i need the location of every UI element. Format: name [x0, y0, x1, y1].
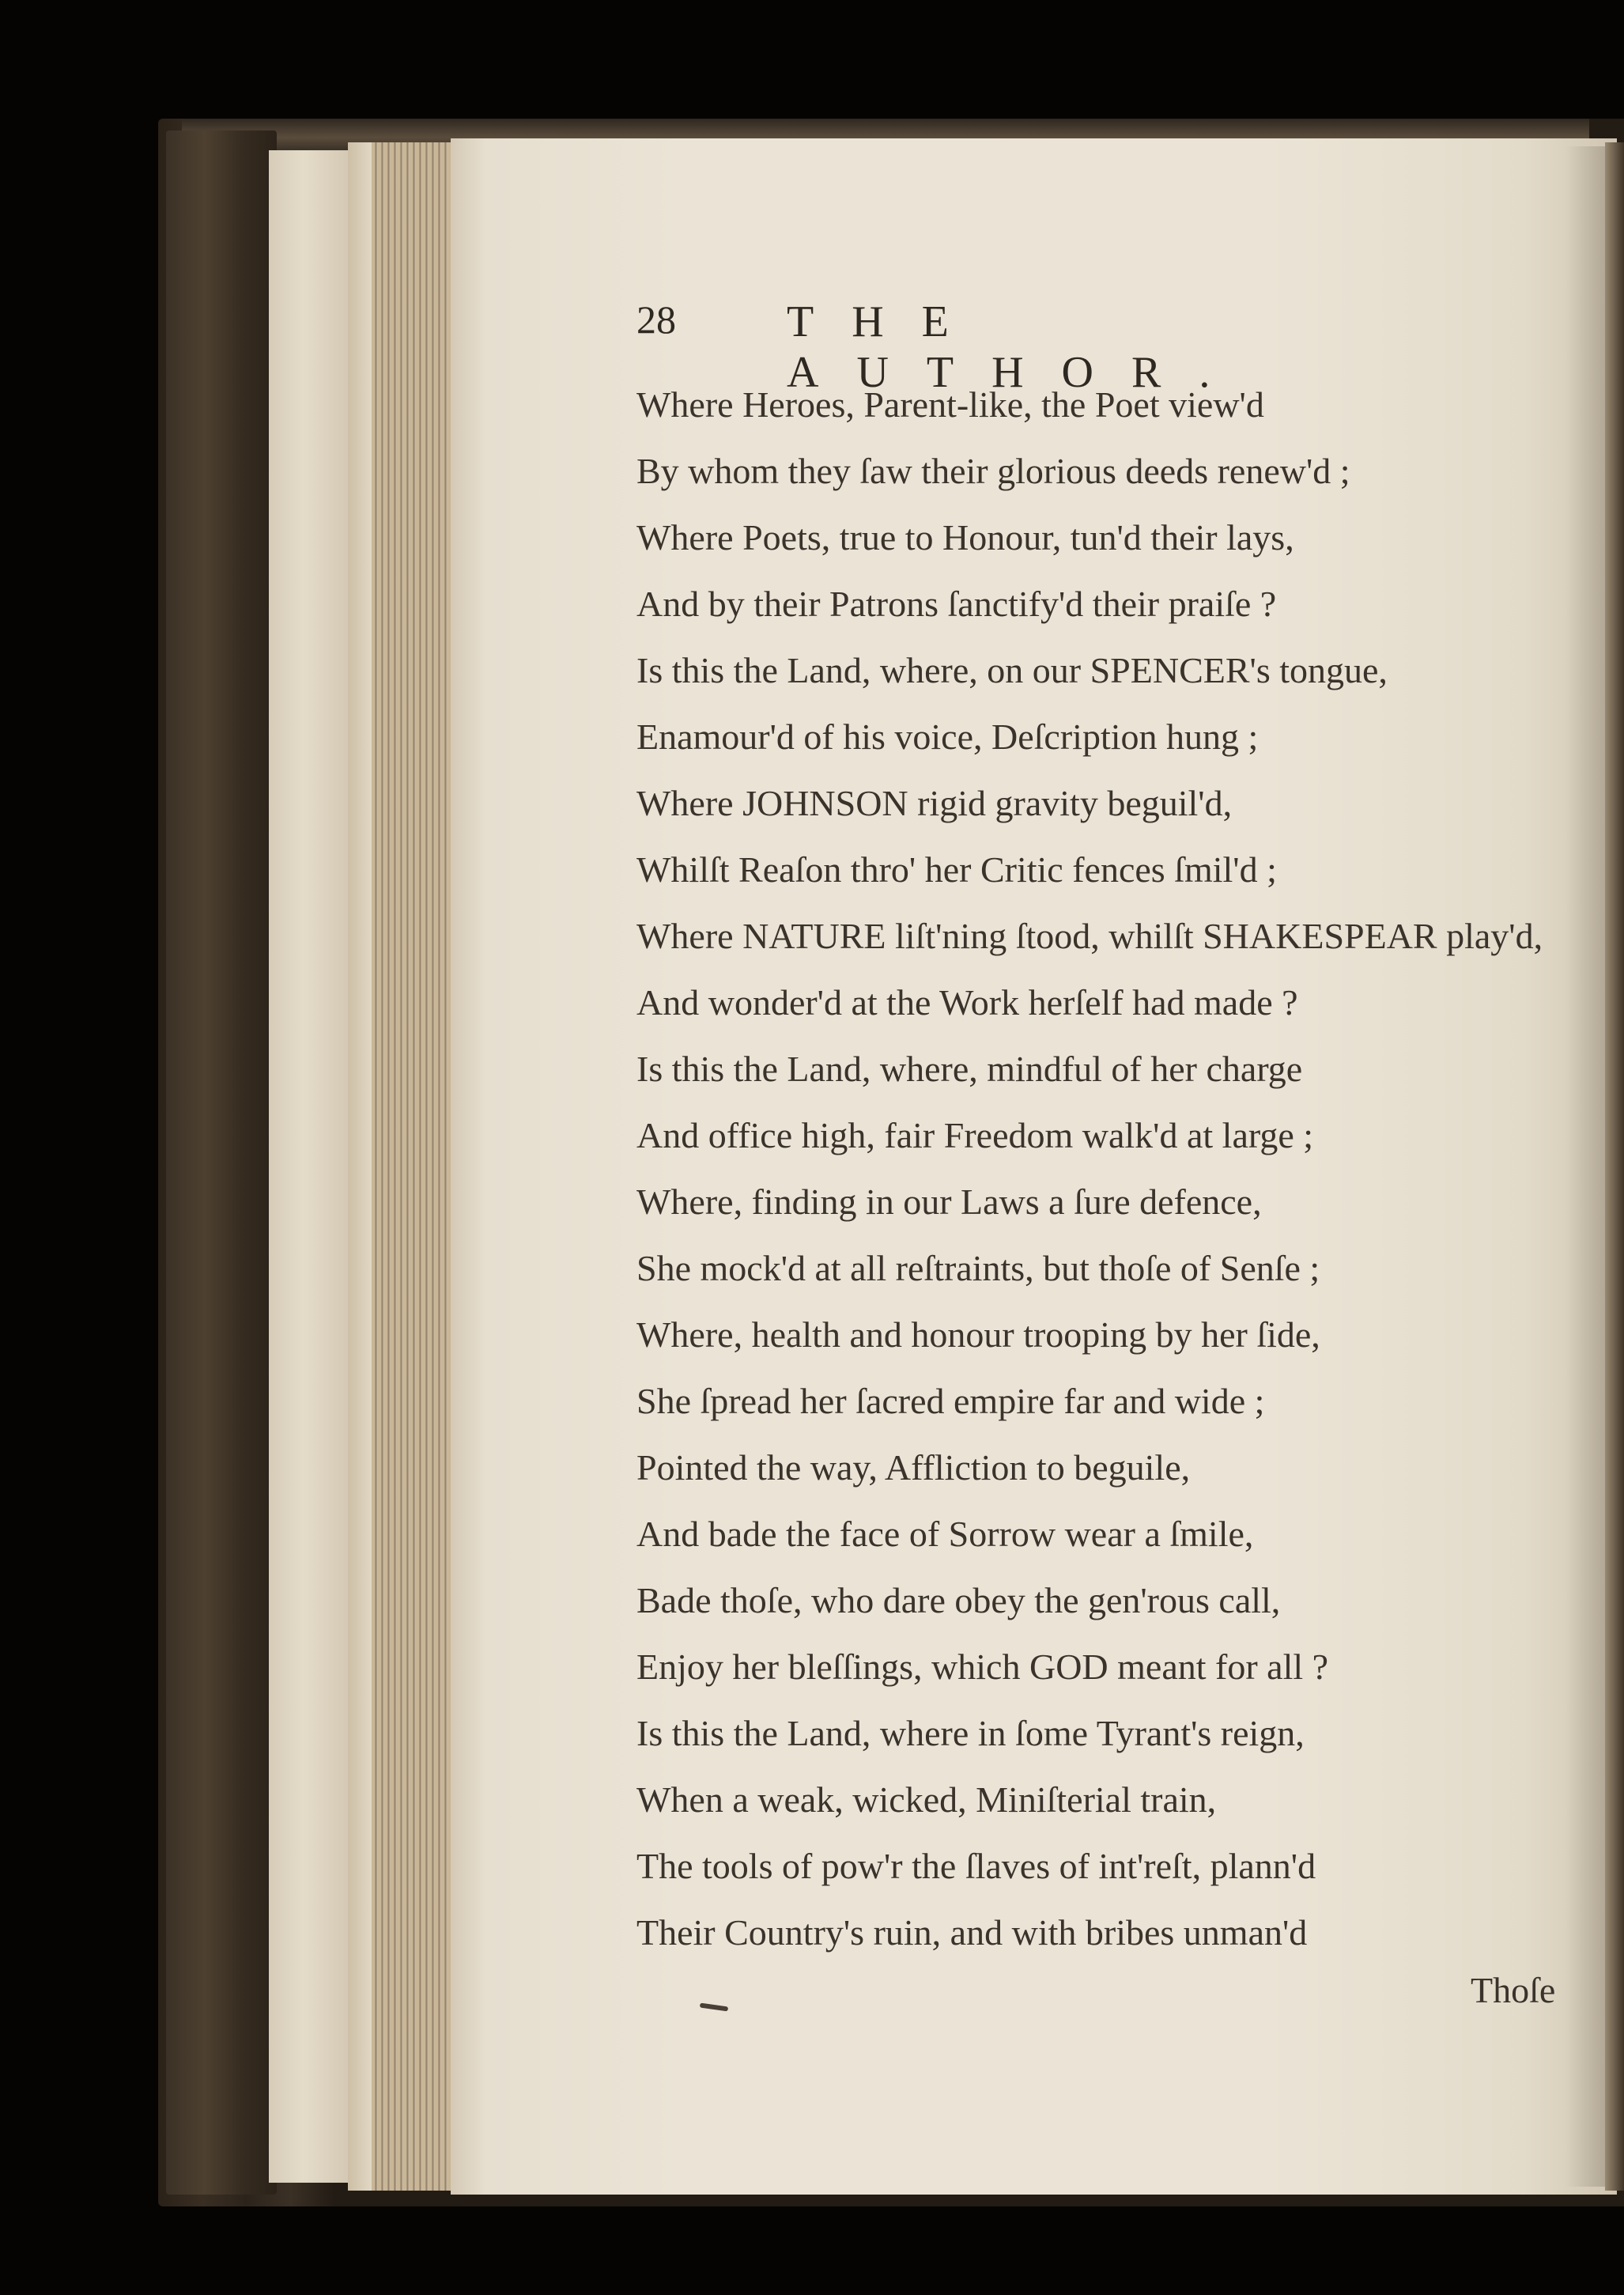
- verse-line: Is this the Land, where, mindful of her charge: [636, 1049, 1303, 1089]
- verse-line: And by their Patrons ſanctify'd their praiſe ?: [636, 584, 1277, 624]
- verse-line: Pointed the way, Affliction to beguile,: [636, 1447, 1191, 1488]
- verse-line: Where JOHNSON rigid gravity beguil'd,: [636, 783, 1233, 823]
- verse-line: And office high, fair Freedom walk'd at large ;: [636, 1115, 1314, 1155]
- verse-line: She ſpread her ſacred empire far and wide ;: [636, 1381, 1265, 1421]
- verse-line: Where Heroes, Parent-like, the Poet view'd: [636, 384, 1264, 425]
- verse-line: Bade thoſe, who dare obey the gen'rous call,: [636, 1580, 1281, 1620]
- verse-line: Where Poets, true to Honour, tun'd their lays,: [636, 517, 1294, 558]
- verse-line: By whom they ſaw their glorious deeds renew'd ;: [636, 451, 1350, 491]
- verse-line: Where, health and honour trooping by her ſide,: [636, 1314, 1320, 1355]
- catchword: Thoſe: [1471, 1970, 1556, 2010]
- flyleaf: [269, 150, 356, 2183]
- page-edges: [372, 142, 459, 2191]
- verse-line: And wonder'd at the Work herſelf had made ?: [636, 982, 1298, 1023]
- verse-line: Where NATURE liſt'ning ſtood, whilſt SHAKESPEAR play'd,: [636, 916, 1543, 956]
- page-header: [636, 297, 1443, 397]
- verse-line: The tools of pow'r the ſlaves of int'reſt, plann'd: [636, 1846, 1316, 1886]
- verse-line: And bade the face of Sorrow wear a ſmile,: [636, 1514, 1254, 1554]
- running-title: THE AUTHOR.: [787, 297, 1248, 397]
- verse-line: Enjoy her bleſſings, which GOD meant for all ?: [636, 1647, 1329, 1687]
- verse-line: Is this the Land, where in ſome Tyrant's reign,: [636, 1713, 1305, 1753]
- flyleaf-inner: [348, 142, 372, 2191]
- verse-line: When a weak, wicked, Miniſterial train,: [636, 1779, 1217, 1820]
- verse-line: Enamour'd of his voice, Deſcription hung ;: [636, 716, 1259, 757]
- page-number: 28: [636, 297, 676, 342]
- verse-text: [636, 372, 1609, 1966]
- verse-line: She mock'd at all reſtraints, but thoſe of Senſe ;: [636, 1248, 1320, 1288]
- verse-line: Where, finding in our Laws a ſure defence,: [636, 1182, 1262, 1222]
- book-spine: [166, 130, 277, 2195]
- verse-line: Whilſt Reaſon thro' her Critic fences ſmil'd ;: [636, 849, 1277, 890]
- verse-line: Is this the Land, where, on our SPENCER's tongue,: [636, 650, 1388, 690]
- verse-line: Their Country's ruin, and with bribes unman'd: [636, 1912, 1308, 1953]
